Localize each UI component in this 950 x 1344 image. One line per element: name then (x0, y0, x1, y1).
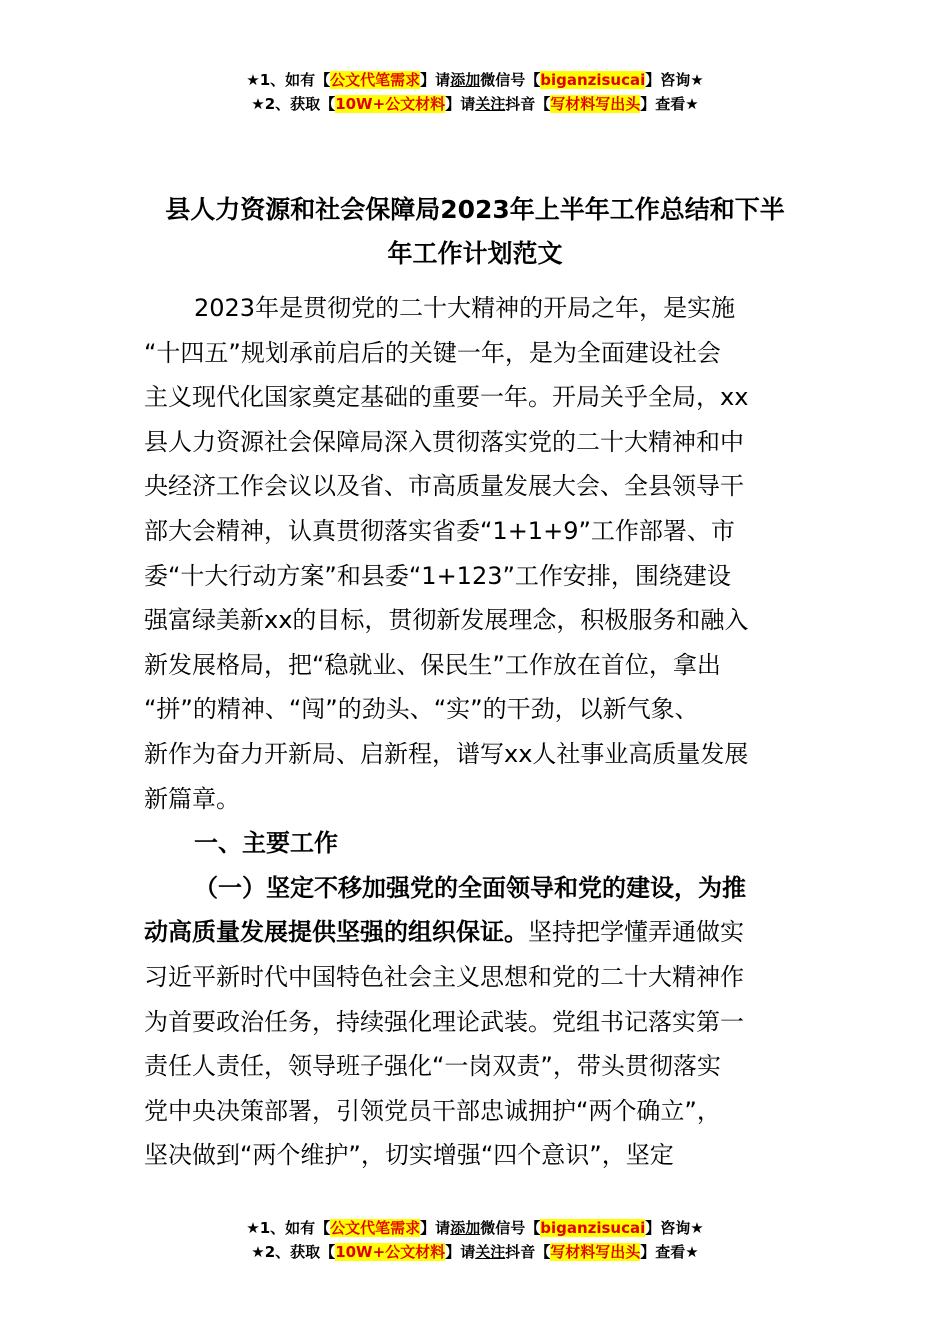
paragraph-line: “十四五”规划承前启后的关键一年，是为全面建设社会 (144, 338, 721, 367)
subsection-heading-cont: 动高质量发展提供坚强的组织保证。 (144, 918, 528, 947)
highlight-materials: 10W+公文材料 (335, 1243, 446, 1261)
paragraph-line: 强富绿美新xx的目标，贯彻新发展理念，积极服务和融入 (144, 606, 749, 635)
paragraph-line: 央经济工作会议以及省、市高质量发展大会、全县领导干 (144, 472, 744, 501)
paragraph-line: 为首要政治任务，持续强化理论武装。党组书记落实第一 (144, 1007, 744, 1036)
paragraph-line: 2023年是贯彻党的二十大精神的开局之年，是实施 (194, 294, 736, 322)
paragraph-line: 坚决做到“两个维护”，切实增强“四个意识”，坚定 (144, 1141, 674, 1170)
paragraph-line: 主义现代化国家奠定基础的重要一年。开局关乎全局，xx (144, 383, 749, 412)
highlight-wechat-id: biganzisucai (540, 71, 646, 89)
title-line-1: 县人力资源和社会保障局2023年上半年工作总结和下半 (165, 195, 785, 224)
section-heading: 一、主要工作 (194, 829, 338, 858)
highlight-materials: 10W+公文材料 (335, 95, 446, 113)
banner-line-1: ★1、如有【公文代笔需求】请添加微信号【biganzisucai】咨询★ (246, 71, 704, 89)
paragraph-line: 责任人责任，领导班子强化“一岗双责”，带头贯彻落实 (144, 1052, 721, 1081)
paragraph-line: “拼”的精神、“闯”的劲头、“实”的干劲，以新气象、 (144, 695, 699, 724)
paragraph-line: 新作为奋力开新局、启新程，谱写xx人社事业高质量发展 (144, 739, 749, 768)
paragraph-line: 习近平新时代中国特色社会主义思想和党的二十大精神作 (144, 962, 744, 991)
banner-line-2: ★2、获取【10W+公文材料】请关注抖音【写材料写出头】查看★ (251, 1243, 699, 1261)
paragraph-line: 委“十大行动方案”和县委“1+123”工作安排，围绕建设 (144, 561, 731, 590)
document-title (110, 188, 840, 276)
banner-line-2: ★2、获取【10W+公文材料】请关注抖音【写材料写出头】查看★ (251, 95, 699, 113)
highlight-wechat-id: biganzisucai (540, 1219, 646, 1237)
title-line-2: 年工作计划范文 (387, 239, 563, 268)
paragraph-line: 新发展格局，把“稳就业、保民生”工作放在首位，拿出 (144, 650, 721, 679)
paragraph-line: 部大会精神，认真贯彻落实省委“1+1+9”工作部署、市 (144, 516, 735, 545)
paragraph-line: 县人力资源社会保障局深入贯彻落实党的二十大精神和中 (144, 427, 744, 456)
document-body (144, 286, 814, 1178)
paragraph-line: 新篇章。 (144, 784, 240, 813)
paragraph-line: 动高质量发展提供坚强的组织保证。坚持把学懂弄通做实 (144, 918, 744, 947)
subsection-heading: （一）坚定不移加强党的全面领导和党的建设，为推 (194, 873, 746, 902)
highlight-douyin: 写材料写出头 (550, 1243, 641, 1261)
banner-line-1: ★1、如有【公文代笔需求】请添加微信号【biganzisucai】咨询★ (246, 1219, 704, 1237)
footer-banner (0, 1216, 950, 1264)
highlight-ghostwriting: 公文代笔需求 (330, 71, 421, 89)
paragraph-line: 党中央决策部署，引领党员干部忠诚拥护“两个确立”， (144, 1096, 721, 1125)
highlight-ghostwriting: 公文代笔需求 (330, 1219, 421, 1237)
header-banner (0, 68, 950, 116)
highlight-douyin: 写材料写出头 (550, 95, 641, 113)
